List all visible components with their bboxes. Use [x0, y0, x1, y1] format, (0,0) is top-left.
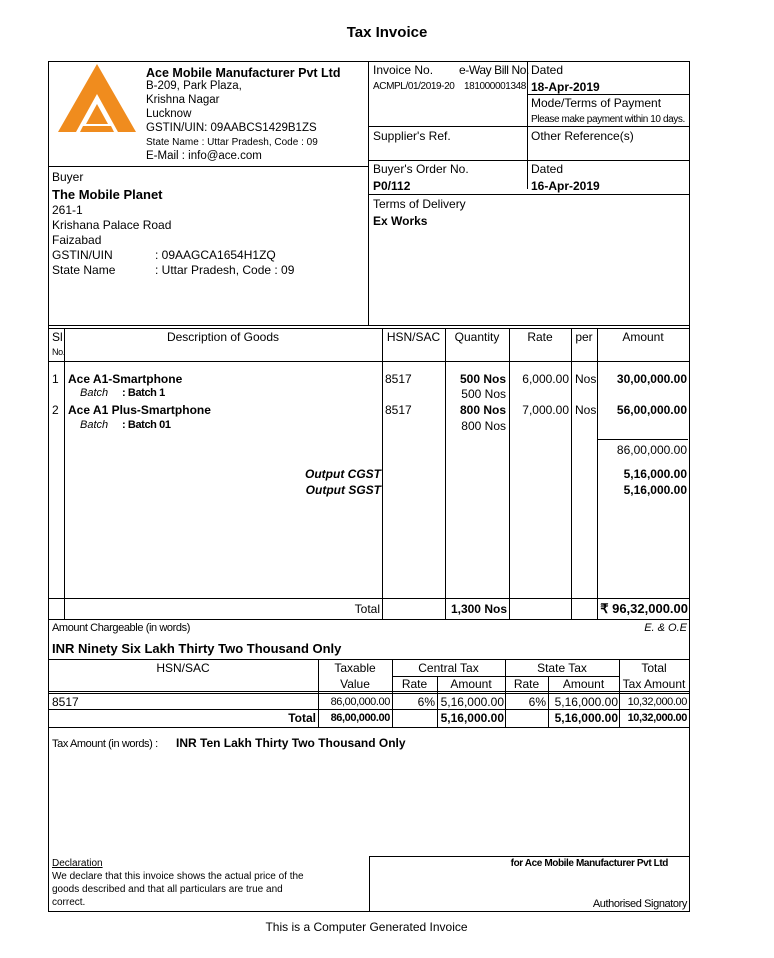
subtotal: 86,00,000.00 [616, 443, 687, 457]
item-1-hsn: 8517 [385, 372, 412, 386]
buyer-state: : Uttar Pradesh, Code : 09 [155, 263, 295, 277]
declaration-line-3: correct. [52, 897, 86, 908]
tax-col-central: Central Tax [418, 661, 479, 675]
buyer-gstin: : 09AAGCA1654H1ZQ [155, 248, 276, 262]
eway-bill-label: e-Way Bill No. [459, 63, 529, 77]
delivery-terms: Ex Works [373, 214, 428, 228]
buyer-label: Buyer [52, 170, 84, 184]
order-no: P0/112 [373, 179, 411, 193]
tax-words-label: Tax Amount (in words) : [52, 738, 158, 750]
item-1-batch-label: Batch [80, 387, 109, 399]
tax-col-central-rate: Rate [401, 677, 428, 691]
item-2-hsn: 8517 [385, 403, 412, 417]
item-2-batch: : Batch 01 [122, 419, 171, 431]
payment-terms: Please make payment within 10 days. [531, 114, 685, 125]
dated-label: Dated [531, 63, 564, 77]
sgst-amount: 5,16,000.00 [623, 483, 687, 497]
tax-col-state: State Tax [537, 661, 587, 675]
buyer-name: The Mobile Planet [52, 187, 163, 202]
authorised-signatory: Authorised Signatory [592, 898, 687, 910]
col-quantity: Quantity [454, 330, 500, 344]
tax-col-total-1: Total [641, 661, 667, 675]
item-1-batch: : Batch 1 [122, 387, 165, 399]
buyer-address-1: 261-1 [52, 203, 83, 217]
col-amount: Amount [622, 330, 664, 344]
tax-words: INR Ten Lakh Thirty Two Thousand Only [176, 736, 406, 750]
order-dated-label: Dated [531, 162, 564, 176]
tax-col-hsn: HSN/SAC [156, 661, 210, 675]
cgst-label: Output CGST [305, 467, 381, 481]
declaration-label: Declaration [52, 858, 103, 869]
order-no-label: Buyer's Order No. [373, 162, 469, 176]
item-2-sl: 2 [52, 403, 59, 417]
page-title: Tax Invoice [346, 24, 428, 41]
sgst-label: Output SGST [305, 483, 381, 497]
tax-total-central: 5,16,000.00 [440, 711, 504, 725]
seller-address-3: Lucknow [146, 108, 192, 120]
col-hsn: HSN/SAC [386, 330, 441, 344]
item-2-batch-label: Batch [80, 419, 109, 431]
tax-total-taxable: 86,00,000.00 [330, 712, 390, 724]
eway-bill-no: 181000001348 [464, 81, 526, 92]
declaration-line-2: goods described and that all particulars are true and [52, 884, 283, 895]
item-2-qty: 800 Nos [459, 403, 506, 417]
tax-row-central-amount: 5,16,000.00 [440, 695, 504, 709]
declaration-line-1: We declare that this invoice shows the actual price of the [52, 871, 304, 882]
col-sl: Sl [52, 330, 63, 344]
seller-gstin: GSTIN/UIN: 09AABCS1429B1ZS [146, 122, 317, 134]
signature-company: for Ace Mobile Manufacturer Pvt Ltd [510, 858, 668, 869]
col-rate: Rate [527, 330, 553, 344]
item-1-qty-batch: 500 Nos [461, 387, 506, 401]
seller-email: E-Mail : info@ace.com [146, 150, 262, 162]
amount-words: INR Ninety Six Lakh Thirty Two Thousand Only [52, 641, 342, 656]
col-description: Description of Goods [166, 330, 280, 344]
invoice-no: ACMPL/01/2019-20 [373, 81, 455, 92]
item-1-qty: 500 Nos [459, 372, 506, 386]
tax-col-total-2: Tax Amount [622, 677, 686, 691]
seller-address-1: B-209, Park Plaza, [146, 80, 242, 92]
goods-total-qty: 1,300 Nos [450, 602, 507, 616]
item-1-sl: 1 [52, 372, 59, 386]
col-no: No. [52, 347, 65, 357]
seller-name: Ace Mobile Manufacturer Pvt Ltd [146, 66, 341, 80]
item-2-rate: 7,000.00 [522, 403, 569, 417]
eoe-label: E. & O.E [644, 622, 687, 634]
tax-row-state-amount: 5,16,000.00 [554, 695, 618, 709]
invoice-no-label: Invoice No. [373, 63, 434, 77]
seller-address-2: Krishna Nagar [146, 94, 220, 106]
amount-words-label: Amount Chargeable (in words) [52, 622, 190, 634]
tax-row-total: 10,32,000.00 [627, 696, 687, 708]
tax-col-taxable-1: Taxable [334, 661, 376, 675]
item-1-per: Nos [575, 372, 597, 386]
item-2-name: Ace A1 Plus-Smartphone [68, 403, 211, 417]
invoice-date: 18-Apr-2019 [531, 80, 600, 94]
tax-row-central-rate: 6% [417, 695, 435, 709]
payment-terms-label: Mode/Terms of Payment [531, 96, 662, 110]
buyer-gstin-label: GSTIN/UIN [52, 248, 113, 262]
other-ref-label: Other Reference(s) [531, 129, 634, 143]
buyer-state-label: State Name [52, 263, 116, 277]
supplier-ref-label: Supplier's Ref. [373, 129, 451, 143]
item-2-per: Nos [575, 403, 597, 417]
col-per: per [575, 330, 593, 344]
item-1-rate: 6,000.00 [522, 372, 569, 386]
footer-note: This is a Computer Generated Invoice [265, 920, 468, 934]
item-1-name: Ace A1-Smartphone [68, 372, 183, 386]
tax-col-state-rate: Rate [513, 677, 540, 691]
tax-col-state-amount: Amount [562, 677, 605, 691]
tax-col-central-amount: Amount [450, 677, 492, 691]
tax-total-total: 10,32,000.00 [627, 712, 687, 724]
cgst-amount: 5,16,000.00 [623, 467, 687, 481]
tax-total-state: 5,16,000.00 [554, 711, 618, 725]
order-date: 16-Apr-2019 [531, 179, 600, 193]
tax-col-taxable-2: Value [340, 677, 370, 691]
buyer-address-2: Krishana Palace Road [52, 218, 172, 232]
goods-total-label: Total [354, 602, 380, 616]
item-2-qty-batch: 800 Nos [461, 419, 506, 433]
item-1-amount: 30,00,000.00 [616, 372, 687, 386]
seller-state: State Name : Uttar Pradesh, Code : 09 [146, 137, 318, 148]
tax-row-state-rate: 6% [528, 695, 546, 709]
tax-row-hsn: 8517 [52, 695, 79, 709]
tax-row-taxable: 86,00,000.00 [330, 696, 390, 708]
buyer-address-3: Faizabad [52, 233, 102, 247]
tax-total-label: Total [288, 711, 316, 725]
item-2-amount: 56,00,000.00 [616, 403, 687, 417]
company-logo-icon [58, 64, 136, 134]
delivery-terms-label: Terms of Delivery [373, 197, 466, 211]
goods-total-amount: ₹ 96,32,000.00 [600, 601, 688, 616]
